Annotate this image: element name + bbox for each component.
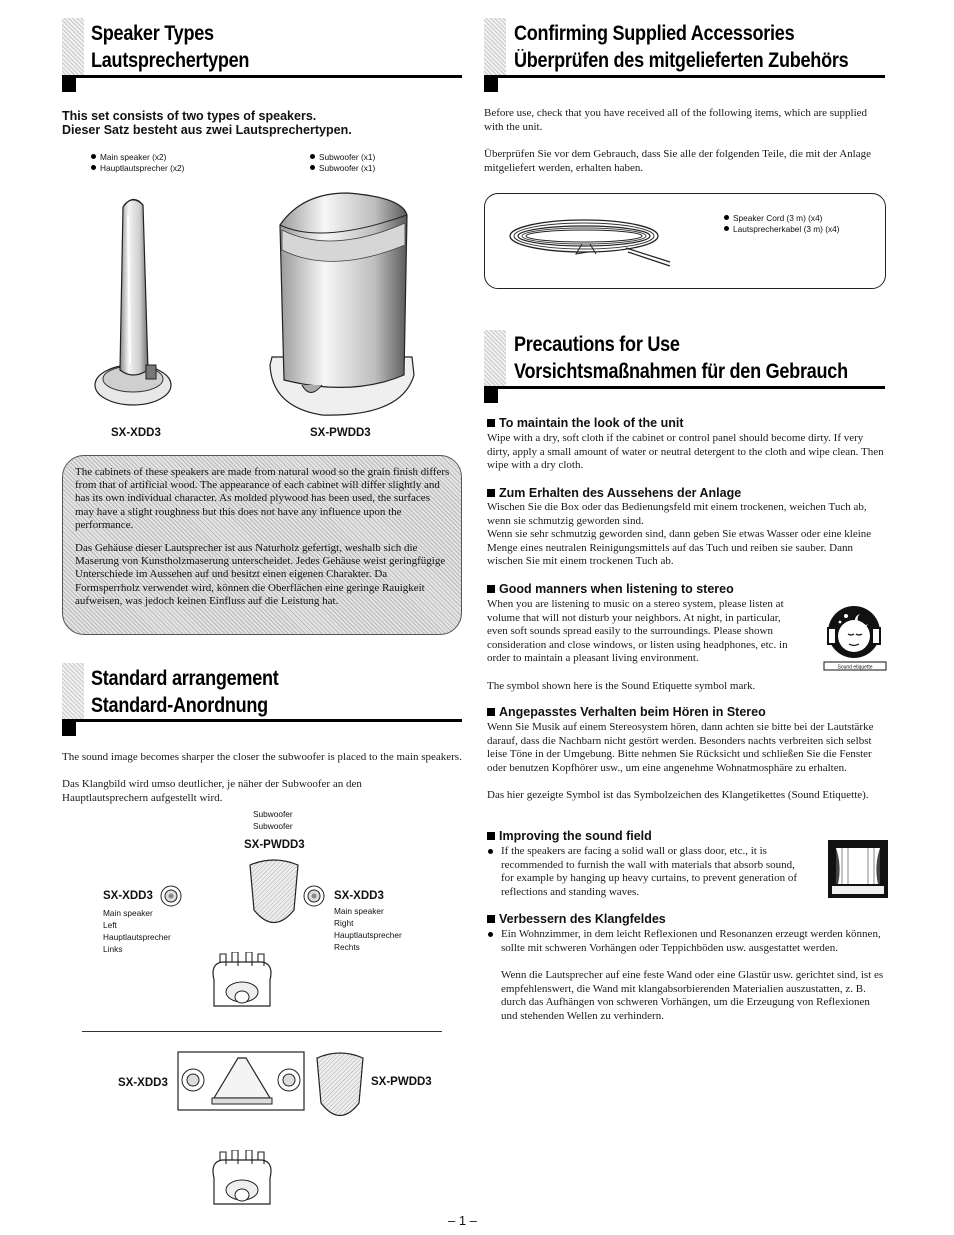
accessories-text-de: Überprüfen Sie vor dem Gebrauch, dass Sie alle der folgenden Teile, die mit der Anlage mitgeliefert werden, erhalten haben.: [484, 148, 871, 174]
speaker-types-heading-stripe: [62, 18, 84, 76]
sound-etiquette-label: Sound etiquette: [837, 664, 873, 671]
precautions-title-en: Precautions for Use: [514, 333, 680, 356]
square-bullet-icon: [487, 419, 495, 427]
square-bullet-icon: [487, 915, 495, 923]
square-bullet-icon: [487, 708, 495, 716]
right-speaker-desc-3: Hauptlautsprecher: [334, 930, 402, 940]
good-manners-text-2: The symbol shown here is the Sound Etiquette symbol mark.: [487, 680, 756, 692]
page-number: – 1 –: [448, 1213, 477, 1228]
bullet-icon: [91, 154, 96, 159]
arrangement-subwoofer-icon: [244, 855, 304, 935]
tv-between-speakers-icon: [176, 1050, 306, 1112]
accessories-block: [484, 78, 498, 92]
bottom-left-model: SX-XDD3: [118, 1077, 168, 1089]
speaker-types-intro-de: Dieser Satz besteht aus zwei Lautsprechertypen.: [62, 123, 352, 137]
bullet-icon: [488, 932, 493, 937]
natural-wood-note-en: The cabinets of these speakers are made from natural wood so the grain finish differs from that of artificial wood. The appearance of each cabinet will differ slightly and has its own individual character. As molded plywood has been used, the surfaces may have a slight roughness but this does not have any influence upon the performance.: [75, 466, 450, 531]
klangfeld-text-2: Wenn die Lautsprecher auf eine feste Wand oder eine Glastür usw. gerichtet sind, ist es empfehlenswert, die Wand mit klangabsorbierenden Materialien auszustatten, z. B. durch das Aufhängen von schweren Vorhängen, um die Erzeugung von Reflexionen und stehenden Wellen zu verhindern.: [501, 969, 884, 1022]
left-speaker-desc-1: Main speaker: [103, 908, 153, 918]
standard-text-en: The sound image becomes sharper the closer the subwoofer is placed to the main speakers.: [62, 751, 462, 763]
aussehen-text-1: Wischen Sie die Box oder das Bedienungsfeld mit einem trockenen, weichen Tuch ab, wenn sie schmutzig geworden sind.: [487, 501, 867, 527]
standard-block: [62, 722, 76, 736]
precautions-rule: [484, 386, 885, 389]
natural-wood-note: [62, 455, 462, 635]
sound-field-heading: Improving the sound field: [487, 829, 652, 843]
speaker-types-block: [62, 78, 76, 92]
precautions-block: [484, 389, 498, 403]
precautions-heading-stripe: [484, 330, 506, 388]
main-speaker-model-label: SX-XDD3: [111, 427, 161, 439]
speaker-cord-item-en: Speaker Cord (3 m) (x4): [724, 213, 822, 224]
bottom-right-model: SX-PWDD3: [371, 1076, 432, 1088]
arrangement-left-model: SX-XDD3: [103, 890, 153, 902]
aussehen-heading: Zum Erhalten des Aussehens der Anlage: [487, 486, 741, 500]
curtain-room-icon: [828, 840, 888, 898]
bullet-icon: [724, 215, 729, 220]
good-manners-heading: Good manners when listening to stereo: [487, 582, 734, 596]
main-speaker-list-item: Main speaker (x2): [91, 152, 166, 163]
speaker-cord-illustration: [506, 208, 676, 270]
square-bullet-icon: [487, 489, 495, 497]
right-speaker-desc-4: Rechts: [334, 942, 360, 952]
speaker-cord-item-de: Lautsprecherkabel (3 m) (x4): [724, 224, 840, 235]
square-bullet-icon: [487, 832, 495, 840]
accessories-heading-stripe: [484, 18, 506, 76]
left-speaker-top-icon: [159, 884, 183, 908]
verhalten-heading: Angepasstes Verhalten beim Hören in Stereo: [487, 705, 766, 719]
subwoofer-list-item: Subwoofer (x1): [310, 163, 375, 174]
listener-sofa-bottom-icon: [206, 1150, 278, 1212]
left-speaker-desc-2: Left: [103, 920, 117, 930]
bottom-subwoofer-icon: [312, 1048, 368, 1126]
bullet-icon: [724, 226, 729, 231]
standard-title-en: Standard arrangement: [91, 667, 279, 690]
accessories-title-de: Überprüfen des mitgelieferten Zubehörs: [514, 49, 849, 72]
main-speaker-list-item: Hauptlautsprecher (x2): [91, 163, 184, 174]
arrangement-right-model: SX-XDD3: [334, 890, 384, 902]
aussehen-text-2: Wenn sie sehr schmutzig geworden sind, dann geben Sie etwas Wasser oder eine kleine Menge eines neutralen Reinigungsmittels auf das Tuch und reiben sie sauber. Dann wischen Sie mit einem trockenen Tuch ab.: [487, 528, 872, 568]
klangfeld-heading: Verbessern des Klangfeldes: [487, 912, 666, 926]
sound-field-text: If the speakers are facing a solid wall or glass door, etc., it is recommended to furnish the wall with materials that absorb sound, for example by hanging up heavy curtains, to prevent generation of reflections and standing waves.: [487, 845, 809, 899]
bullet-icon: [488, 849, 493, 854]
arrangement-divider: [82, 1031, 442, 1032]
left-speaker-desc-3: Hauptlautsprecher: [103, 932, 171, 942]
standard-rule: [62, 719, 462, 722]
bullet-icon: [310, 154, 315, 159]
accessories-rule: [484, 75, 885, 78]
accessories-title-en: Confirming Supplied Accessories: [514, 22, 795, 45]
bullet-icon: [310, 165, 315, 170]
speaker-types-title-de: Lautsprechertypen: [91, 49, 250, 72]
maintain-look-heading: To maintain the look of the unit: [487, 416, 683, 430]
standard-title-de: Standard-Anordnung: [91, 694, 268, 717]
standard-heading-stripe: [62, 663, 84, 721]
left-speaker-desc-4: Links: [103, 944, 123, 954]
speaker-types-title-en: Speaker Types: [91, 22, 214, 45]
right-speaker-desc-1: Main speaker: [334, 906, 384, 916]
subwoofer-model-label: SX-PWDD3: [310, 427, 371, 439]
natural-wood-note-de: Das Gehäuse dieser Lautsprecher ist aus Naturholz gefertigt, weshalb sich die Maserung von Kunstholzmaserung unterscheidet. Jedes Gehäuse weist geringfügige Unterschiede im Aussehen auf und besitzt einen eigenen Charakter. Da Formsperrholz verwendet wird, können die Oberflächen eine geringe Rauigkeit aufweisen, was jedoch keinen Einfluss auf die Leistung hat.: [75, 542, 446, 607]
good-manners-text: When you are listening to music on a stereo system, please listen at volume that will not disturb your neighbors. At night, in particular, even soft sounds spread easily to the surroundings. Please shown consideration and close windows, or listen using headphones, etc. in order to maintain a pleasant living environment.: [487, 598, 788, 665]
precautions-title-de: Vorsichtsmaßnahmen für den Gebrauch: [514, 360, 848, 383]
sound-etiquette-icon: [820, 600, 888, 672]
subwoofer-label-2: Subwoofer: [253, 821, 293, 831]
bullet-icon: [91, 165, 96, 170]
arrangement-subwoofer-model: SX-PWDD3: [244, 839, 305, 851]
subwoofer-label-1: Subwoofer: [253, 809, 293, 819]
subwoofer-list-item: Subwoofer (x1): [310, 152, 375, 163]
subwoofer-illustration: [262, 185, 422, 420]
klangfeld-text-1: Ein Wohnzimmer, in dem leicht Reflexionen und Resonanzen erzeugt werden können, sollte mit schweren Vorhängen oder Teppichböden usw. ausgestattet werden.: [487, 928, 889, 955]
right-speaker-top-icon: [302, 884, 326, 908]
verhalten-text-2: Das hier gezeigte Symbol ist das Symbolzeichen des Klangetikettes (Sound Etiquette).: [487, 789, 869, 801]
listener-sofa-icon: [206, 952, 278, 1014]
main-speaker-illustration: [88, 185, 188, 415]
speaker-types-rule: [62, 75, 462, 78]
verhalten-text: Wenn Sie Musik auf einem Stereosystem hören, dann achten sie bitte bei der Lautstärke darauf, dass die Nachbarn nicht gestört werden. Besonders nachts verbreiten sich selbst leise Töne in der Umgebung. Bitte nehmen Sie Rücksicht und schließen Sie die Fenster oder benutzen Kopfhörer usw., um eine angenehme Wohnatmosphäre zu erhalten.: [487, 721, 874, 774]
standard-text-de: Das Klangbild wird umso deutlicher, je näher der Subwoofer an den Hauptlautsprechern aufgestellt wird.: [62, 778, 362, 804]
speaker-types-intro-en: This set consists of two types of speakers.: [62, 109, 317, 123]
maintain-look-text: Wipe with a dry, soft cloth if the cabinet or control panel should become dirty. If very dirty, apply a small amount of water or neutral detergent to the cloth and wipe clean. Then wipe with a dry cloth.: [487, 432, 884, 472]
accessories-text-en: Before use, check that you have received all of the following items, which are supplied with the unit.: [484, 107, 868, 133]
square-bullet-icon: [487, 585, 495, 593]
right-speaker-desc-2: Right: [334, 918, 354, 928]
